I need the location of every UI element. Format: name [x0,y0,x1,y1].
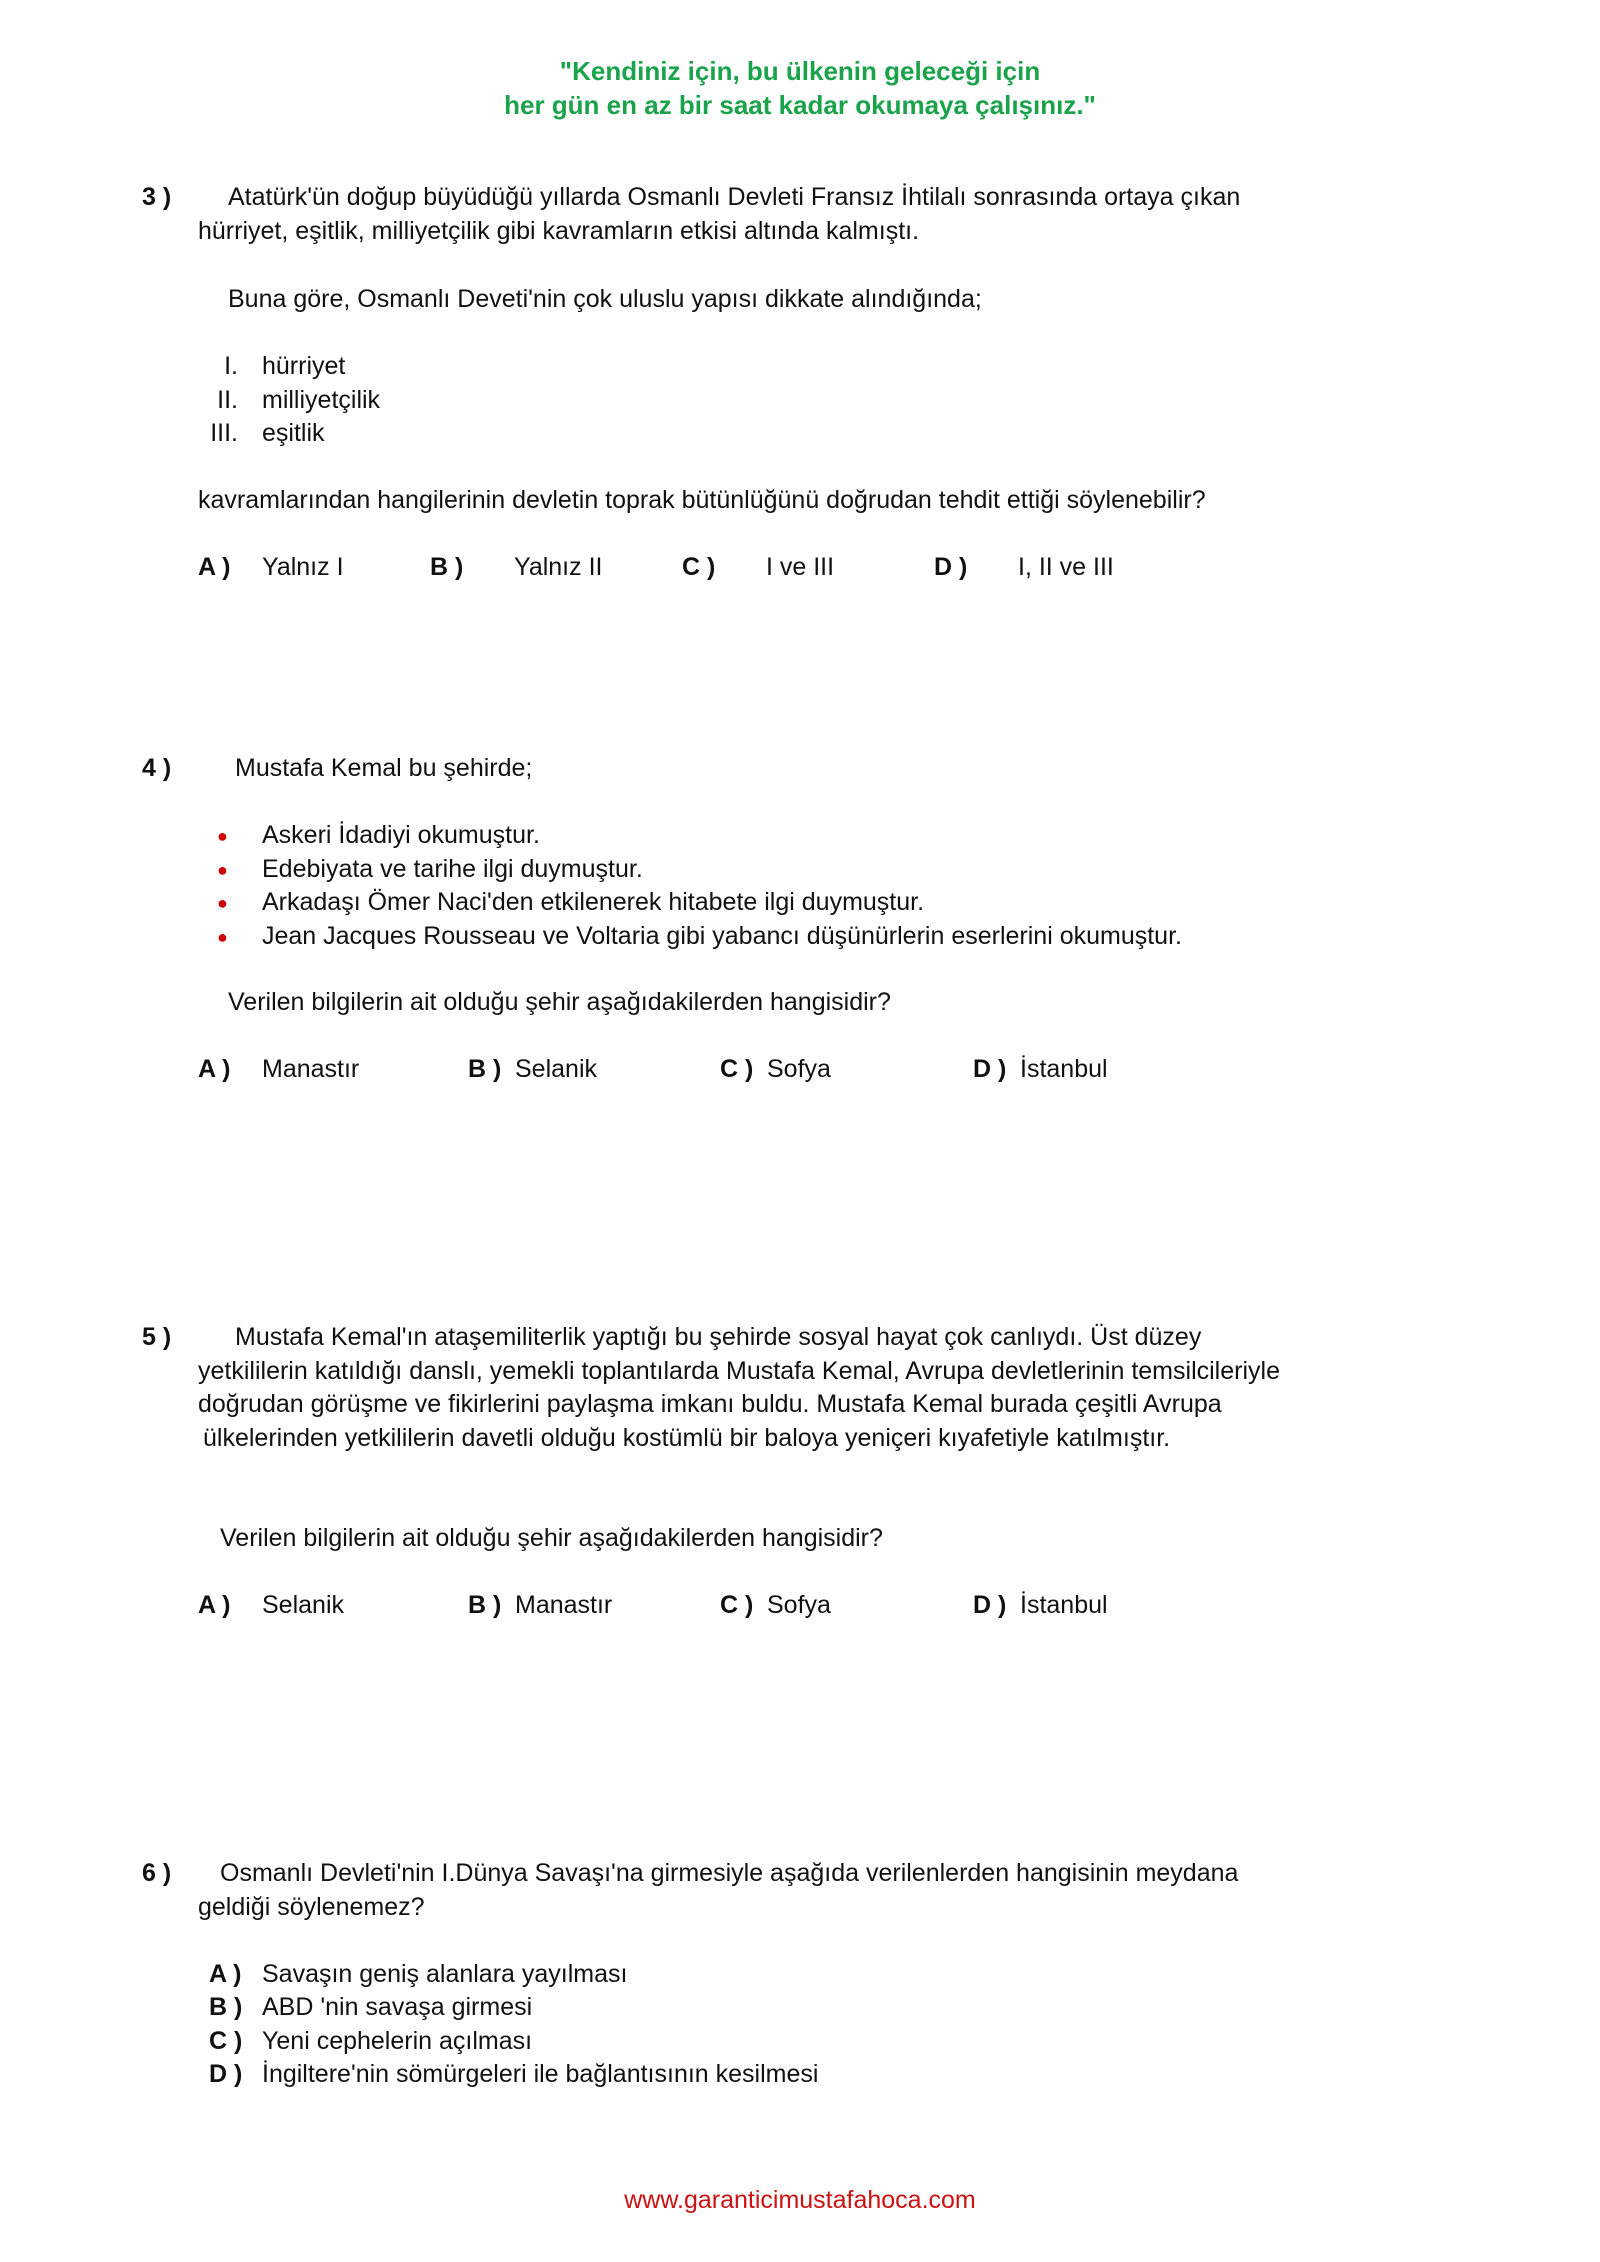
question-text-line: doğrudan görüşme ve fikirlerini paylaşma imkanı buldu. Mustafa Kemal burada çeşitli Avrupa [198,1390,1222,1418]
option-text-b[interactable]: Manastır [515,1591,613,1619]
option-letter-d[interactable]: D ) [934,553,968,581]
question-number: 5 ) [142,1323,172,1351]
bullet-icon: ● [217,860,228,880]
question-text-line: Osmanlı Devleti'nin I.Dünya Savaşı'na girmesiyle aşağıda verilenlerden hangisinin meydana [220,1859,1239,1887]
question-number: 3 ) [142,183,172,211]
option-text-d[interactable]: İngiltere'nin sömürgeleri ile bağlantısının kesilmesi [262,2060,819,2088]
option-letter-b[interactable]: B ) [468,1591,502,1619]
option-text-c[interactable]: Sofya [767,1591,831,1619]
question-stem: Verilen bilgilerin ait olduğu şehir aşağıdakilerden hangisidir? [220,1524,883,1552]
question-text-line: geldiği söylenemez? [198,1893,425,1921]
option-text-d[interactable]: İstanbul [1020,1055,1108,1083]
question-stem: kavramlarından hangilerinin devletin toprak bütünlüğünü doğrudan tehdit ettiği söylenebilir? [198,486,1206,514]
option-text-b[interactable]: Selanik [515,1055,597,1083]
option-letter-d[interactable]: D ) [973,1055,1007,1083]
option-letter-a[interactable]: A ) [198,553,231,581]
question-text-line: hürriyet, eşitlik, milliyetçilik gibi kavramların etkisi altında kalmıştı. [198,217,920,245]
question-text-line: Mustafa Kemal'ın ataşemiliterlik yaptığı bu şehirde sosyal hayat çok canlıydı. Üst düzey [235,1323,1202,1351]
option-text-c[interactable]: I ve III [766,553,835,581]
statement-item: milliyetçilik [262,386,381,414]
bullet-item: Edebiyata ve tarihe ilgi duymuştur. [262,855,643,883]
question-text-line: yetkililerin katıldığı danslı, yemekli toplantılarda Mustafa Kemal, Avrupa devletlerinin temsilcileriyle [198,1357,1280,1385]
bullet-icon: ● [217,826,228,846]
question-number: 6 ) [142,1859,172,1887]
option-text-a[interactable]: Savaşın geniş alanlara yayılması [262,1960,628,1988]
bullet-icon: ● [217,927,228,947]
option-letter-a[interactable]: A ) [198,1591,231,1619]
roman-numeral: III. [210,419,238,447]
option-text-c[interactable]: Sofya [767,1055,831,1083]
option-letter-a[interactable]: A ) [198,1055,231,1083]
option-text-a[interactable]: Yalnız I [262,553,344,581]
header-quote [0,54,1600,122]
statement-item: eşitlik [262,419,325,447]
roman-numeral: I. [224,352,238,380]
bullet-item: Arkadaşı Ömer Naci'den etkilenerek hitabete ilgi duymuştur. [262,888,925,916]
option-letter-b[interactable]: B ) [209,1993,243,2021]
option-text-d[interactable]: İstanbul [1020,1591,1108,1619]
option-text-b[interactable]: Yalnız II [514,553,603,581]
option-letter-c[interactable]: C ) [720,1591,754,1619]
question-text-line: Atatürk'ün doğup büyüdüğü yıllarda Osmanlı Devleti Fransız İhtilalı sonrasında ortaya çıkan [228,183,1241,211]
question-number: 4 ) [142,754,172,782]
footer-url[interactable]: www.garanticimustafahoca.com [624,2186,976,2214]
header-quote-line-2: her gün en az bir saat kadar okumaya çalışınız." [504,90,1096,120]
bullet-item: Jean Jacques Rousseau ve Voltaria gibi yabancı düşünürlerin eserlerini okumuştur. [262,922,1182,950]
question-text-line: ülkelerinden yetkililerin davetli olduğu kostümlü bir baloya yeniçeri kıyafetiyle katılmıştır. [203,1424,1171,1452]
option-letter-d[interactable]: D ) [973,1591,1007,1619]
bullet-icon: ● [217,893,228,913]
question-intro: Mustafa Kemal bu şehirde; [235,754,533,782]
option-letter-c[interactable]: C ) [720,1055,754,1083]
roman-numeral: II. [217,386,238,414]
option-text-a[interactable]: Selanik [262,1591,344,1619]
option-text-c[interactable]: Yeni cephelerin açılması [262,2027,533,2055]
option-text-d[interactable]: I, II ve III [1018,553,1114,581]
option-letter-c[interactable]: C ) [682,553,716,581]
option-letter-b[interactable]: B ) [468,1055,502,1083]
option-text-a[interactable]: Manastır [262,1055,360,1083]
option-text-b[interactable]: ABD 'nin savaşa girmesi [262,1993,533,2021]
option-letter-c[interactable]: C ) [209,2027,243,2055]
header-quote-line-1: "Kendiniz için, bu ülkenin geleceği için [559,56,1041,86]
question-prompt: Buna göre, Osmanlı Deveti'nin çok uluslu yapısı dikkate alındığında; [228,285,982,313]
question-stem: Verilen bilgilerin ait olduğu şehir aşağıdakilerden hangisidir? [228,988,891,1016]
statement-item: hürriyet [262,352,346,380]
option-letter-d[interactable]: D ) [209,2060,243,2088]
option-letter-a[interactable]: A ) [209,1960,242,1988]
bullet-item: Askeri İdadiyi okumuştur. [262,821,540,849]
option-letter-b[interactable]: B ) [430,553,464,581]
